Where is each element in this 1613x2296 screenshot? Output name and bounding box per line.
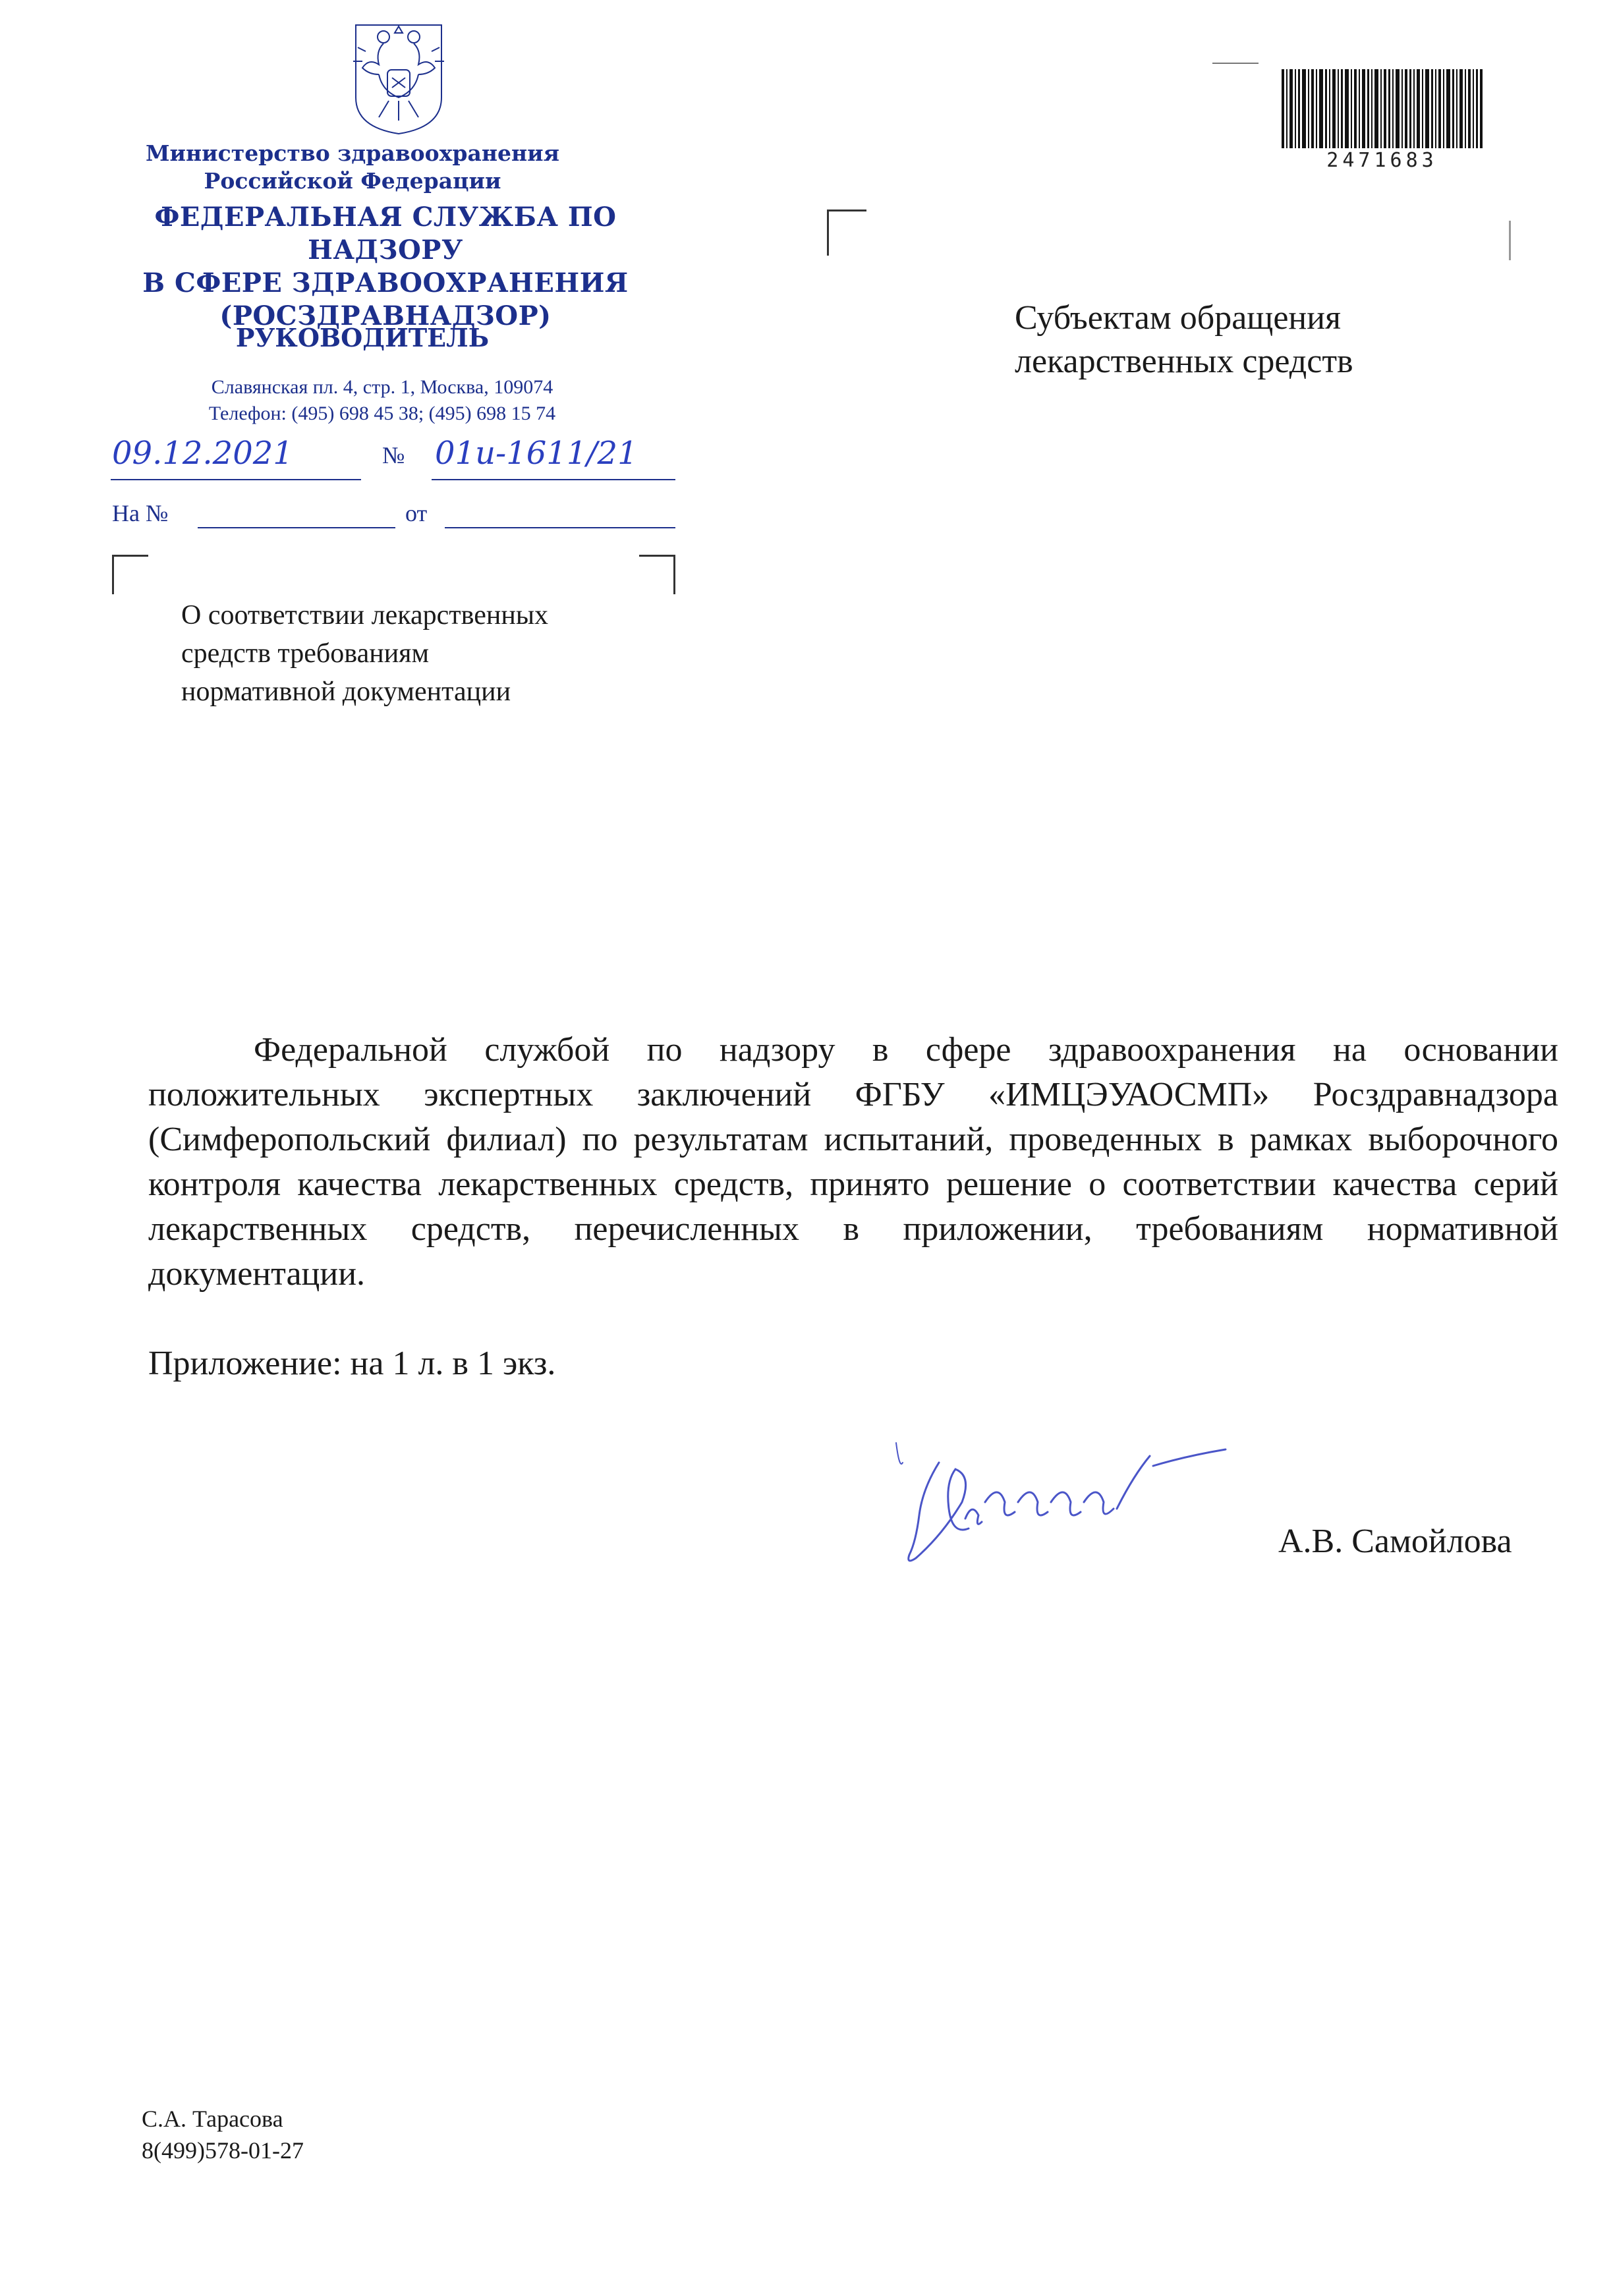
russian-coat-of-arms-icon	[343, 12, 455, 137]
barcode-mark	[1212, 63, 1259, 64]
recipient-line-1: Субъектам обращения	[1015, 299, 1341, 337]
reference-date-line	[445, 527, 675, 528]
service-line-2: В СФЕРЕ ЗДРАВООХРАНЕНИЯ	[142, 267, 629, 298]
reference-number-line	[198, 527, 395, 528]
barcode	[1282, 69, 1483, 152]
registration-date: 09.12.2021	[112, 435, 293, 472]
service-line-1: ФЕДЕРАЛЬНАЯ СЛУЖБА ПО НАДЗОРУ	[154, 202, 617, 266]
recipient-bracket-right	[1509, 221, 1511, 260]
subject-line-3: нормативной документации	[181, 677, 511, 707]
subject-line-1: О соответствии лекарственных	[181, 600, 549, 630]
body-paragraph: Федеральной службой по надзору в сфере здравоохранения на основании положительных экспертных заключений ФГБУ «ИМЦЭУАОСМП» Росздравнадзора (Симферопольский филиал) по результатам испытаний, проведенных в рамках выборочного контроля качества лекарственных средств, принято решение о соответствии качества серий лекарственных средств, перечисленных в приложении, требованиям нормативной документации.	[148, 1031, 1558, 1293]
subject-bracket-right	[639, 555, 675, 594]
position-title: РУКОВОДИТЕЛЬ	[235, 323, 490, 352]
ministry-name	[132, 140, 573, 195]
attachment-note: Приложение: на 1 л. в 1 экз.	[148, 1345, 556, 1382]
reference-date-label: от	[405, 500, 428, 526]
service-line-3: (РОСЗДРАВНАДЗОР)	[219, 300, 552, 331]
recipient	[1015, 296, 1353, 383]
number-sign: №	[382, 442, 405, 468]
subject-bracket-left	[112, 555, 148, 594]
executor-name: С.А. Тарасова	[142, 2106, 283, 2132]
recipient-line-2: лекарственных средств	[1015, 343, 1353, 380]
ministry-line-1: Министерство здравоохранения	[146, 140, 559, 166]
ministry-line-2: Российской Федерации	[204, 168, 501, 194]
phone: Телефон: (495) 698 45 38; (495) 698 15 74	[208, 403, 556, 424]
address: Славянская пл. 4, стр. 1, Москва, 109074	[211, 376, 553, 398]
reference-number-label: На №	[112, 500, 169, 526]
barcode-number: 2471683	[1326, 149, 1438, 172]
letter-subject	[181, 596, 548, 711]
recipient-bracket-left	[827, 210, 866, 256]
subject-line-2: средств требованиям	[181, 638, 430, 669]
registration-number: 01и-1611/21	[435, 435, 638, 472]
service-name	[79, 201, 692, 333]
number-underline	[432, 479, 675, 480]
date-underline	[111, 479, 361, 480]
executor-phone: 8(499)578-01-27	[142, 2137, 304, 2164]
handwritten-signature	[883, 1403, 1305, 1588]
signer-name: А.В. Самойлова	[1278, 1523, 1512, 1560]
